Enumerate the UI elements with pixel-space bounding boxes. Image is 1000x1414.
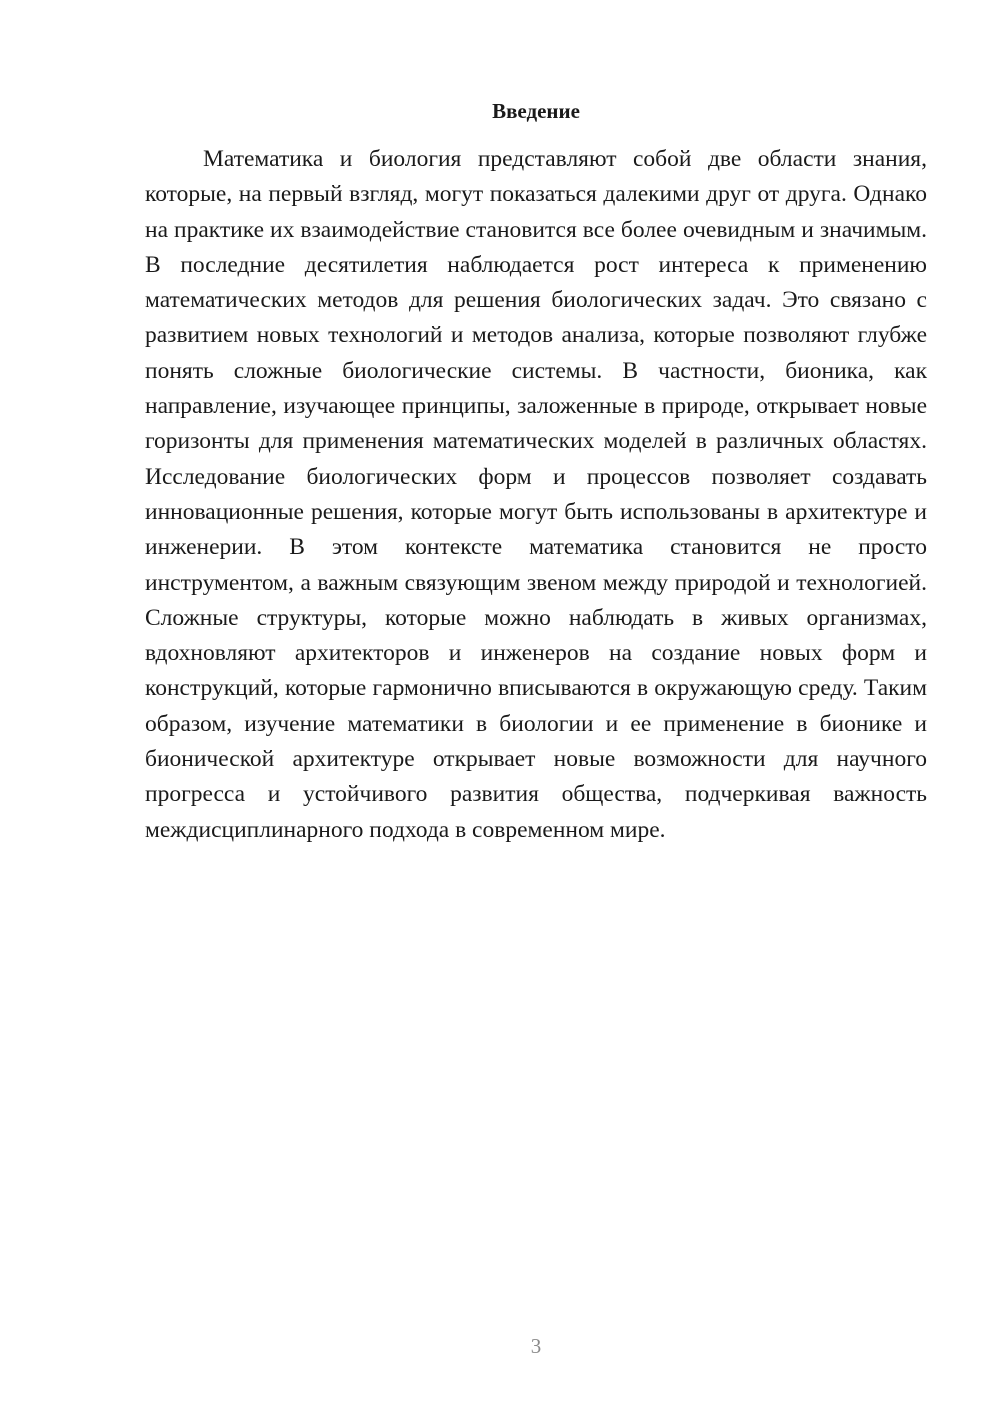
- body-paragraph: Математика и биология представляют собой две области знания, которые, на первый взгляд, могут показаться далекими друг от друга. Однако на практике их взаимодействие становится все более очевидным и значимым. В последние десятилетия наблюдается рост интереса к применению математических методов для решения биологических задач. Это связано с развитием новых технологий и методов анализа, которые позволяют глубже понять сложные биологические системы. В частности, бионика, как направление, изучающее принципы, заложенные в природе, открывает новые горизонты для применения математических моделей в различных областях. Исследование биологических форм и процессов позволяет создавать инновационные решения, которые могут быть использованы в архитектуре и инженерии. В этом контексте математика становится не просто инструментом, а важным связующим звеном между природой и технологией. Сложные структуры, которые можно наблюдать в живых организмах, вдохновляют архитекторов и инженеров на создание новых форм и конструкций, которые гармонично вписываются в окружающую среду. Таким образом, изучение математики в биологии и ее применение в бионике и бионической архитектуре открывает новые возможности для научного прогресса и устойчивого развития общества, подчеркивая важность междисциплинарного подхода в современном мире.: [145, 146, 927, 843]
- page-number: 3: [530, 1334, 542, 1358]
- section-heading: Введение: [492, 99, 580, 123]
